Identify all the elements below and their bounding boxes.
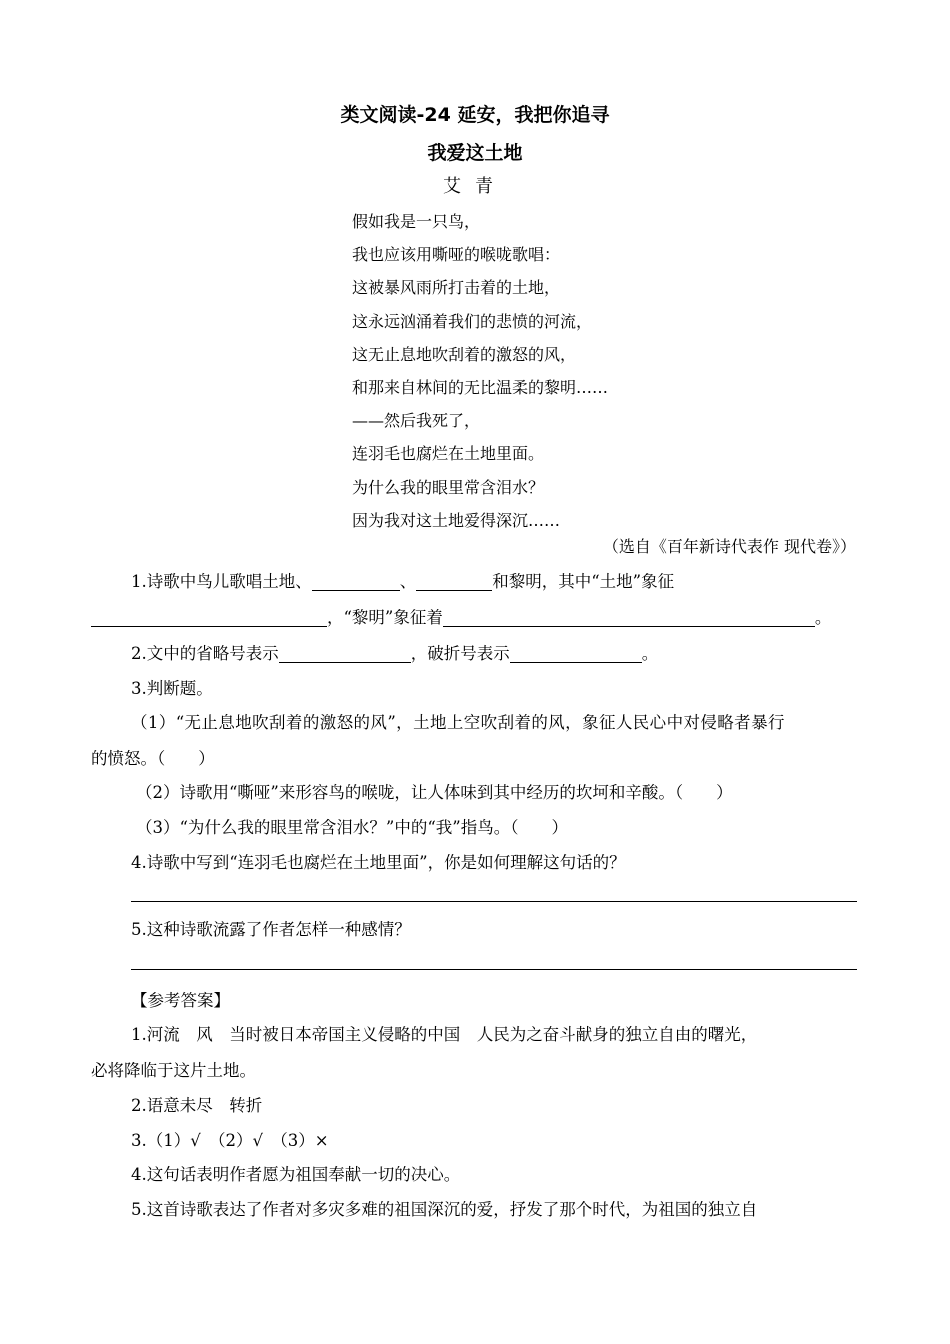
- poem-line: 这永远汹涌着我们的悲愤的河流，: [352, 311, 593, 331]
- poem-source: （选自《百年新诗代表作 现代卷》）: [602, 537, 856, 556]
- poem-line: ——然后我死了，: [352, 411, 481, 431]
- answer-blank[interactable]: [279, 644, 411, 663]
- poem-line: 这被暴风雨所打击着的土地，: [352, 278, 561, 298]
- answer-2: 2.语意未尽 转折: [131, 1096, 263, 1115]
- question-4: 4.诗歌中写到“连羽毛也腐烂在土地里面”，你是如何理解这句话的？: [131, 853, 626, 872]
- answer-blank[interactable]: [91, 608, 327, 627]
- question-3-1: （1）“无止息地吹刮着的激怒的风”，土地上空吹刮着的风，象征人民心中对侵略者暴行: [131, 713, 785, 732]
- poem-line: 和那来自林间的无比温柔的黎明……: [352, 378, 609, 398]
- poem-body: [352, 205, 608, 537]
- poem-line: 这无止息地吹刮着的激怒的风，: [352, 344, 577, 364]
- answer-5: 5.这首诗歌表达了作者对多灾多难的祖国深沉的爱，抒发了那个时代，为祖国的独立自: [131, 1200, 758, 1219]
- answer-3: 3.（1）√ （2）√ （3）×: [131, 1131, 329, 1150]
- answer-1-continued: 必将降临于这片土地。: [91, 1061, 256, 1080]
- answer-blank[interactable]: [510, 644, 642, 663]
- question-5: 5.这种诗歌流露了作者怎样一种感情？: [131, 920, 411, 939]
- question-3-2: （2）诗歌用“嘶哑”来形容鸟的喉咙，让人体味到其中经历的坎坷和辛酸。（ ）: [136, 783, 733, 802]
- answer-blank[interactable]: [443, 608, 815, 627]
- answer-4: 4.这句话表明作者愿为祖国奉献一切的决心。: [131, 1165, 461, 1184]
- poem-title: 我爱这土地: [427, 142, 523, 164]
- answer-blank[interactable]: [312, 572, 400, 591]
- document-title: 类文阅读-24 延安，我把你追寻: [340, 104, 610, 126]
- answer-line[interactable]: [131, 969, 857, 970]
- question-3: 3.判断题。: [131, 679, 213, 698]
- question-1-continued: ，“黎明”象征着 。: [91, 604, 831, 628]
- answer-line[interactable]: [131, 901, 857, 902]
- poem-line: 连羽毛也腐烂在土地里面。: [352, 444, 545, 464]
- poem-line: 假如我是一只鸟，: [352, 212, 481, 231]
- poem-author: 艾青: [443, 176, 507, 197]
- question-2: 2.文中的省略号表示 ，破折号表示 。: [131, 644, 659, 663]
- answer-1: 1.河流 风 当时被日本帝国主义侵略的中国 人民为之奋斗献身的独立自由的曙光，: [131, 1025, 758, 1044]
- poem-line: 我也应该用嘶哑的喉咙歌唱：: [352, 245, 561, 265]
- poem-line: 为什么我的眼里常含泪水？: [352, 477, 545, 497]
- question-1: 1.诗歌中鸟儿歌唱土地、 、 和黎明，其中“土地”象征: [131, 572, 675, 591]
- question-3-1-continued: 的愤怒。（ ）: [91, 749, 215, 768]
- question-3-3: （3）“为什么我的眼里常含泪水？”中的“我”指鸟。（ ）: [136, 818, 568, 837]
- poem-line: 因为我对这土地爱得深沉……: [352, 510, 561, 530]
- answers-heading: 【参考答案】: [131, 991, 230, 1010]
- answer-blank[interactable]: [416, 572, 492, 591]
